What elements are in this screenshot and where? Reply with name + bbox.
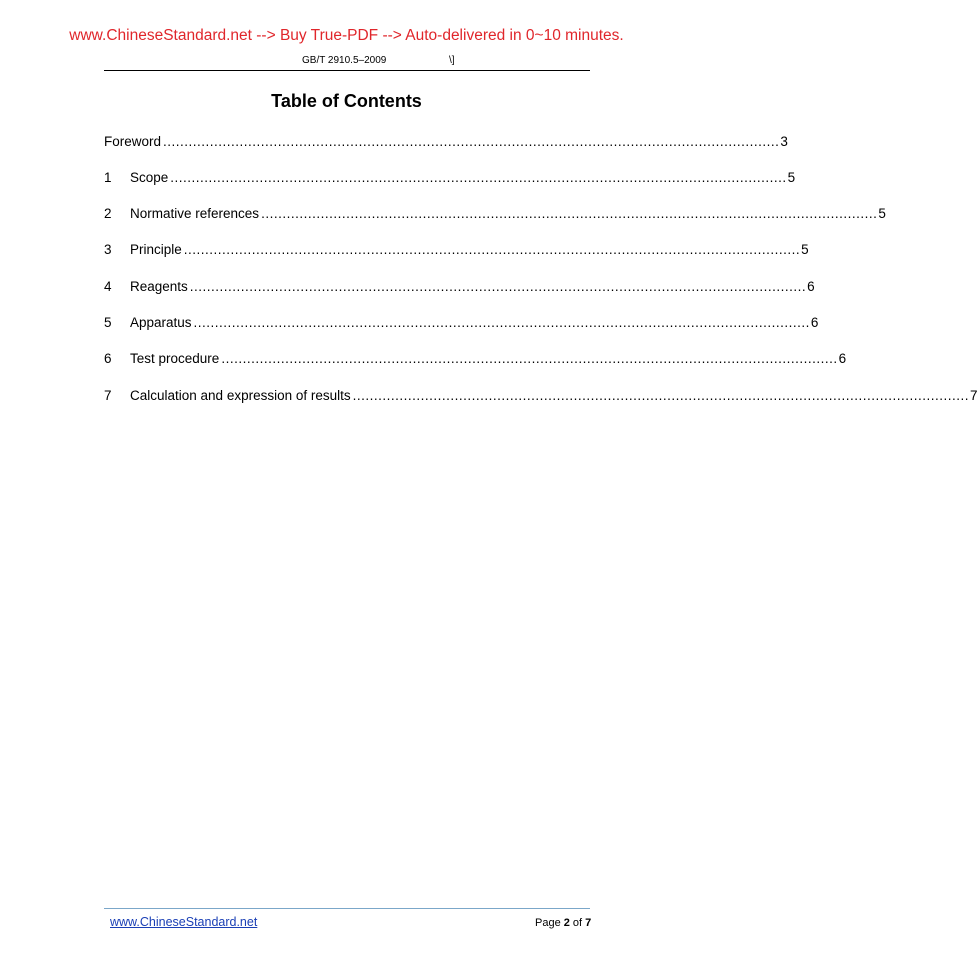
toc-entry-title: Foreword <box>104 134 162 149</box>
page-prefix: Page <box>535 917 564 929</box>
toc-entry-normative-references[interactable] <box>104 206 886 224</box>
toc-entry-page: 3 <box>780 134 788 149</box>
toc-entry-page: 6 <box>807 279 815 294</box>
toc-entry-title: Test procedure <box>130 351 220 366</box>
toc-leader-dots: ................................................................................................................................................. <box>189 279 807 294</box>
footer-website-link[interactable]: www.ChineseStandard.net <box>110 915 258 929</box>
toc-entry-title: Normative references <box>130 206 260 221</box>
toc-entry-number: 6 <box>104 351 112 366</box>
toc-leader-dots: ................................................................................................................................................. <box>163 134 780 149</box>
toc-entry-number: 1 <box>104 170 112 185</box>
toc-entry-number: 7 <box>104 388 112 403</box>
toc-title: Table of Contents <box>271 91 422 111</box>
toc-entry-page: 5 <box>878 206 886 221</box>
header-mark: \] <box>449 55 455 66</box>
toc-entry-page: 5 <box>787 170 796 185</box>
footer-page-indicator <box>535 917 591 929</box>
toc-entry-number: 4 <box>104 279 112 294</box>
promo-banner-link[interactable]: www.ChineseStandard.net --> Buy True-PDF --> Auto-delivered in 0~10 minutes. <box>69 27 624 44</box>
page-separator: of <box>569 917 586 929</box>
toc-entry-title: Reagents <box>130 279 188 294</box>
toc-entry-calculation-and-expression-of-results[interactable] <box>104 388 978 406</box>
toc-leader-dots: ................................................................................................................................................. <box>352 388 969 403</box>
footer-divider <box>104 908 590 909</box>
toc-entry-page: 6 <box>810 315 819 330</box>
toc-entry-test-procedure[interactable] <box>104 351 847 369</box>
toc-entry-number: 2 <box>104 206 112 221</box>
toc-leader-dots: ................................................................................................................................................. <box>221 351 838 366</box>
toc-leader-dots: ................................................................................................................................................. <box>193 315 810 330</box>
toc-entry-number: 3 <box>104 242 112 257</box>
toc-entry-scope[interactable] <box>104 170 796 188</box>
toc-entry-page: 5 <box>801 242 809 257</box>
toc-leader-dots: ................................................................................................................................................. <box>261 206 878 221</box>
toc-entry-page: 7 <box>969 388 978 403</box>
toc-entry-title: Calculation and expression of results <box>130 388 351 403</box>
current-page-number: 2 <box>563 917 570 929</box>
toc-entry-reagents[interactable] <box>104 279 815 297</box>
toc-entry-foreword[interactable] <box>104 134 788 152</box>
toc-entry-number: 5 <box>104 315 112 330</box>
toc-entry-title: Principle <box>130 242 182 257</box>
toc-leader-dots: ................................................................................................................................................. <box>183 242 801 257</box>
toc-entry-title: Scope <box>130 170 169 185</box>
header-divider <box>104 70 590 71</box>
toc-leader-dots: ................................................................................................................................................. <box>170 170 787 185</box>
toc-entry-apparatus[interactable] <box>104 315 819 333</box>
toc-entry-principle[interactable] <box>104 242 809 260</box>
total-page-count: 7 <box>585 917 592 929</box>
header-document-number: GB/T 2910.5–2009 <box>302 55 387 66</box>
toc-entry-title: Apparatus <box>130 315 192 330</box>
toc-entry-page: 6 <box>838 351 847 366</box>
